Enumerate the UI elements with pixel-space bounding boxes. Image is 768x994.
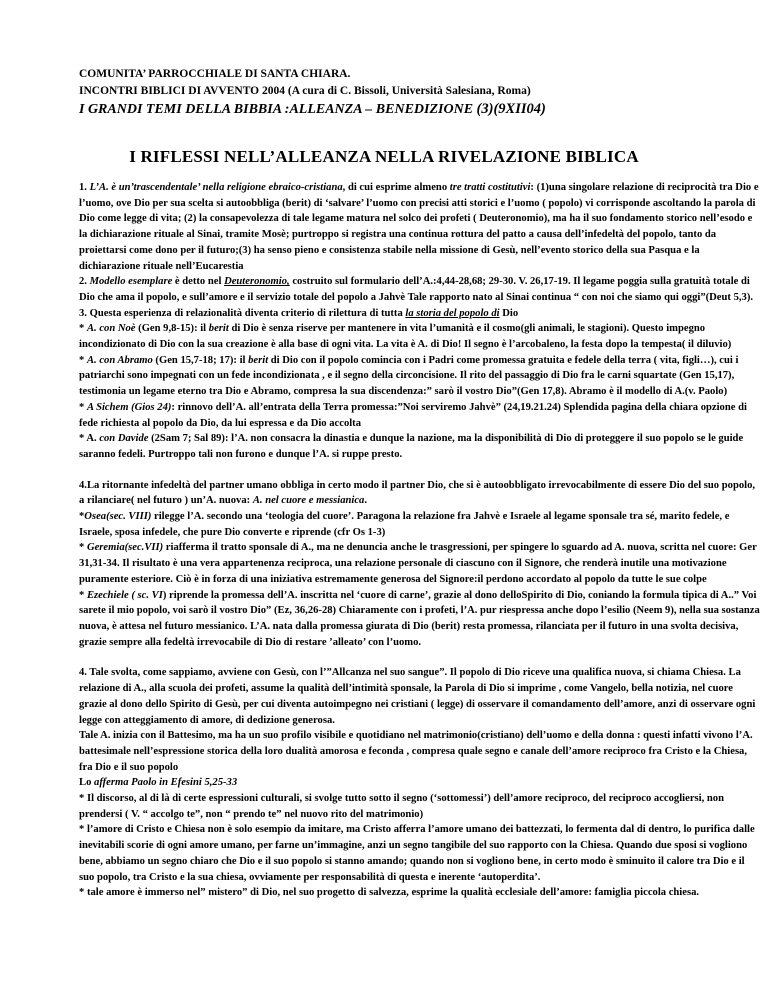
text-run: *: [79, 511, 85, 523]
paragraph: [79, 509, 760, 540]
paragraph-gap: [79, 463, 760, 478]
text-run: *: [79, 323, 87, 335]
text-run: berit: [208, 323, 229, 335]
text-run: di Dio con il popolo comincia con i Padri come promessa gratuita e fedele della terra ( vita, figli…), cui i patriarchi sono impegnati con un fede incondizionata , e il segno della circoncisione. Il rito del passaggio di Dio fra le carni squartate (Gen 15,17), testimonia un legame eterno tra Dio e Abramo, compresa la sua discendenza:” sarò il vostro Dio”(Gen 17,8). Abramo è il modello di A.(v. Paolo): [79, 354, 739, 398]
text-run: Osea(sec. VIII): [84, 511, 152, 523]
paragraph: [79, 274, 760, 305]
paragraph: Tale A. inizia con il Battesimo, ma ha un suo profilo visibile e quotidiano nel matrimonio(cristiano) dell’uomo e della donna : questi infatti vivono l’A. battesimale nell’espressione storica della loro dualità amorosa e feconda , compresa quale segno e canale dell’amore reciproco fra Cristo e la Chiesa, fra Dio e il suo popolo: [79, 730, 753, 773]
paragraph: * l’amore di Cristo e Chiesa non è solo esempio da imitare, ma Cristo afferra l’amore umano dei battezzati, lo fermenta dal di dentro, lo purifica dalle inevitabili scorie di ogni amore umano, per farne un’immagine, anzi un segno tangibile del suo rapporto con la Chiesa. Quando due sposi si vogliono bene, abbiamo un segno chiaro che Dio e il suo popolo si stanno amando; quando non si vogliono bene, in certo modo è sminuito il calore tra Dio e il suo popolo, tra Cristo e la sua chiesa, ovviamente per responsabilità di questa e inerente ‘autoperdita’.: [79, 824, 755, 883]
section-4: [79, 478, 760, 651]
theme-text: I GRANDI TEMI DELLA BIBBIA :ALLEANZA – BENEDIZIONE: [79, 102, 477, 117]
section-1: [79, 180, 760, 463]
text-run: Deuteronomio,: [224, 276, 290, 288]
text-run: Ezechiele ( sc. VI: [86, 589, 163, 601]
text-run: (Gen 9,8-15): il: [135, 323, 209, 335]
text-run: berit: [248, 354, 269, 366]
text-run: .: [364, 495, 368, 507]
document-body: [79, 180, 760, 901]
paragraph: * Il discorso, al di là di certe espressioni culturali, si svolge tutto sotto il segno (‘sottomessi’) dell’amore reciproco, del reciproco accogliersi, non prendersi ( V. “ accolgo te”, non “ prendo te” nel nuovo rito del matrimonio): [79, 793, 724, 820]
text-run: : rinnovo dell’A. all’entrata della Terra promessa:”Noi serviremo Jahvè” (24,19.21.24) Splendida pagina della chiara opzione di fede richiesta al popolo da Dio, da lui espressa e da Dio accolta: [79, 401, 747, 429]
text-run: *: [79, 354, 87, 366]
text-run: (Gen 15,7-18; 17): il: [152, 354, 249, 366]
paragraph: [79, 540, 760, 587]
paragraph: 4. Tale svolta, come sappiamo, avviene con Gesù, con l’”Allcanza nel suo sangue”. Il popolo di Dio riceve una qualifica nuova, si chiama Chiesa. La relazione di A., alla scuola dei profeti, assume la qualità dell’intimità sponsale, la Parola di Dio si imprime , come Vangelo, bella notizia, nel cuore grazie al dono dello Spirito di Gesù, per cui diventa autoimpegno nei cristiani ( legge) di osservare il comandamento dell’amore, anzi di osservare ogni legge con atteggiamento di amore, di dedizione generosa.: [79, 667, 756, 726]
text-run: Lo: [79, 777, 95, 789]
text-run: *: [79, 589, 87, 601]
series-line: INCONTRI BIBLICI DI AVVENTO 2004 (A cura di C. Bissoli, Università Salesiana, Roma): [79, 85, 531, 97]
text-run: 4.La ritornante infedeltà del partner umano obbliga in certo modo il partner Dio, che si è autoobbligato irrevocabilmente di essere Dio del suo popolo, a rilanciare( nel futuro ) un’A. nuova:: [79, 479, 756, 507]
paragraph: [79, 306, 760, 322]
text-run: 1.: [79, 182, 90, 193]
text-run: con Davide: [99, 433, 149, 445]
text-run: * A.: [79, 433, 100, 445]
page-title: I RIFLESSI NELL’ALLEANZA NELLA RIVELAZIONE BIBLICA: [129, 147, 639, 166]
paragraph: [79, 321, 760, 352]
text-run: afferma Paolo in Efesini 5,25-33: [94, 777, 238, 789]
text-run: A. nel cuore e messianica: [252, 495, 365, 507]
theme-number: (3)(9XII04): [476, 101, 546, 117]
paragraph-gap: [79, 650, 760, 665]
text-run: 2.: [79, 276, 90, 288]
paragraph: * tale amore è immerso nel” mistero” di Dio, nel suo progetto di salvezza, esprime la qualità ecclesiale dell’amore: famiglia piccola chiesa.: [79, 887, 700, 899]
theme-line: [79, 100, 759, 119]
text-run: A. con Noè: [86, 323, 136, 335]
paragraph: [79, 180, 760, 274]
text-run: 3. Questa esperienza di relazionalità diventa criterio di rilettura di tutta: [79, 307, 406, 319]
text-run: tre tratti costitutivi: [449, 182, 531, 193]
document-header: [79, 66, 759, 119]
text-run: ) riprende la promessa dell’A. inscritta nel ‘cuore di carne’, grazie al dono delloSpirito di Dio, coniando la formula tipica di A..” Voi sarete il mio popolo, voi sarò il vostro Dio” (Ez, 36,26-28) Chiaramente con i profeti, l’A. pur riespressa anche dopo l’esilio (Neem 9), nella sua sostanza nuova, è attesa nel futuro messianico. L’A. nata dalla promessa giurata di Dio (berit) resta promessa, rilanciata per il futuro in una svolta decisiva, grazie sempre alla fedeltà irrevocabile di Dio di restare ’alleato’ con l’uomo.: [79, 589, 760, 648]
text-run: : (1)una singolare relazione di reciprocità tra Dio e l’uomo, ove Dio per sua scelta si autoobbliga (berit) di ‘salvare’ l’uomo con precisi atti storici e l’uomo ( popolo) vi corrisponde ascoltando la parola di Dio come legge di vita; (2) la consapevolezza di tale legame matura nel solco dei profeti ( Deuteronomio), ma ha il suo fondamento storico nell’esodo e la dichiarazione rituale al Sinai, tramite Mosè; purtroppo si registra una continua rottura del patto a causa dell’infedeltà del popolo, tanto da proiettarsi come dono per il futuro;(3) ha senso pieno e consistenza stabile nella missione di Gesù, nell’evento storico della sua Pasqua e la dichiarazione rituale nell’Eucarestia: [79, 182, 759, 272]
paragraph: [79, 478, 760, 509]
text-run: A Sichem (Gios 24): [86, 401, 172, 413]
text-run: Geremia(sec.VII): [86, 542, 164, 554]
text-run: , di cui esprime almeno: [342, 182, 450, 193]
text-run: rilegge l’A. secondo una ‘teologia del cuore’. Paragona la relazione fra Jahvè e Israele al legame sponsale tra sé, marito fedele, e Israele, sposa infedele, che pure Dio converte e riprende (cfr Os 1-3): [79, 511, 730, 538]
paragraph: [79, 588, 760, 651]
text-run: Dio: [499, 307, 519, 319]
text-run: (2Sam 7; Sal 89): l’A. non consacra la dinastia e dunque la nazione, ma la disponibilità di Dio di proteggere il suo popolo se le guide saranno fedeli. Purtroppo tali non furono e dunque l’A. si ruppe presto.: [79, 433, 744, 460]
text-run: A. con Abramo: [86, 354, 153, 366]
paragraph: [79, 353, 760, 400]
text-run: costruito sul formulario dell’A.:4,44-28,68; 29-30. V. 26,17-19. Il legame poggia sulla gratuità totale di Dio che ama il popolo, e sull’amore e il servizio totale del popolo a Jahvè Tale rapporto nato al Sinai continua “ con noi che siamo qui oggi”(Deut 5,3).: [79, 276, 753, 303]
text-run: *: [79, 542, 87, 554]
text-run: Modello esemplare: [89, 276, 173, 288]
parish-line: COMUNITA’ PARROCCHIALE DI SANTA CHIARA.: [79, 68, 351, 80]
text-run: L’A. è un’trascendentale’ nella religione ebraico-cristiana: [89, 182, 343, 193]
paragraph: [79, 400, 760, 431]
text-run: riafferma il tratto sponsale di A., ma ne denuncia anche le trasgressioni, per spingere lo sguardo ad A. nuova, scritta nel cuore: Ger 31,31-34. Il risultato è una vera appartenenza reciproca, una relazione personale di ciascuno con il Signore, che renderà inutile una motivazione puramente esteriore. Ciò è in forza di una iniziativa estremamente generosa del Signore:il perdono accordato al popolo da tutte le sue colpe: [79, 542, 757, 585]
text-run: *: [79, 401, 87, 413]
section-5: [79, 665, 760, 901]
paragraph: [79, 775, 760, 791]
paragraph: [79, 431, 760, 462]
text-run: la storia del popolo di: [405, 307, 500, 319]
text-run: di Dio è senza riserve per mantenere in vita l’umanità e il cosmo(gli animali, le stagioni). Questo impegno incondizionato di Dio con la sua creazione è alla base di ogni vita. La vita è A. di Dio! Il segno è l’arcobaleno, la festa dopo la tempesta( il diluvio): [79, 323, 732, 351]
text-run: è detto nel: [172, 276, 225, 288]
